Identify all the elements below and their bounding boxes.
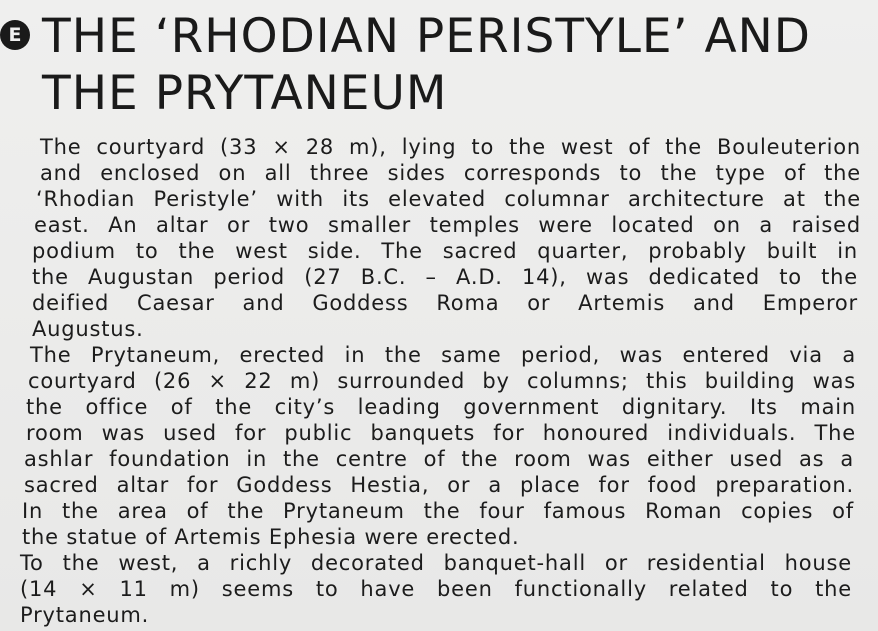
text-line: and enclosed on all three sides corresponds to the type of the bbox=[40, 161, 861, 185]
text-line: the statue of Artemis Ephesia were erected. bbox=[22, 525, 520, 549]
text-line: Prytaneum. bbox=[20, 603, 150, 627]
text-line: sacred altar for Goddess Hestia, or a place for food preparation. bbox=[24, 473, 854, 497]
text-line: deified Caesar and Goddess Roma or Artemis and Emperor bbox=[32, 291, 858, 315]
text-line: The Prytaneum, erected in the same period, was entered via a bbox=[30, 343, 856, 367]
section-marker-badge: E bbox=[0, 20, 30, 50]
text-line: east. An altar or two smaller temples were located on a raised bbox=[34, 213, 861, 237]
text-line: the office of the city’s leading government dignitary. Its main bbox=[26, 395, 856, 419]
text-line: In the area of the Prytaneum the four famous Roman copies of bbox=[22, 499, 854, 523]
text-line: ashlar foundation in the centre of the room was either used as a bbox=[24, 447, 854, 471]
text-line: Augustus. bbox=[32, 317, 144, 341]
body-text bbox=[0, 134, 878, 631]
text-line: room was used for public banquets for honoured individuals. The bbox=[26, 421, 856, 445]
text-line: the Augustan period (27 B.C. – A.D. 14), was dedicated to the bbox=[32, 265, 858, 289]
page-title-line-2: THE PRYTANEUM bbox=[42, 66, 448, 121]
text-line: The courtyard (33 × 28 m), lying to the west of the Bouleuterion bbox=[40, 135, 861, 159]
text-line: courtyard (26 × 22 m) surrounded by columns; this building was bbox=[28, 369, 856, 393]
text-line: ‘Rhodian Peristyle’ with its elevated columnar architecture at the bbox=[36, 187, 861, 211]
text-line: To the west, a richly decorated banquet-hall or residential house bbox=[20, 551, 852, 575]
text-line: podium to the west side. The sacred quarter, probably built in bbox=[32, 239, 858, 263]
text-line: (14 × 11 m) seems to have been functionally related to the bbox=[20, 577, 852, 601]
page-title bbox=[42, 8, 811, 122]
page-title-line-1: THE ‘RHODIAN PERISTYLE’ AND bbox=[42, 9, 811, 64]
